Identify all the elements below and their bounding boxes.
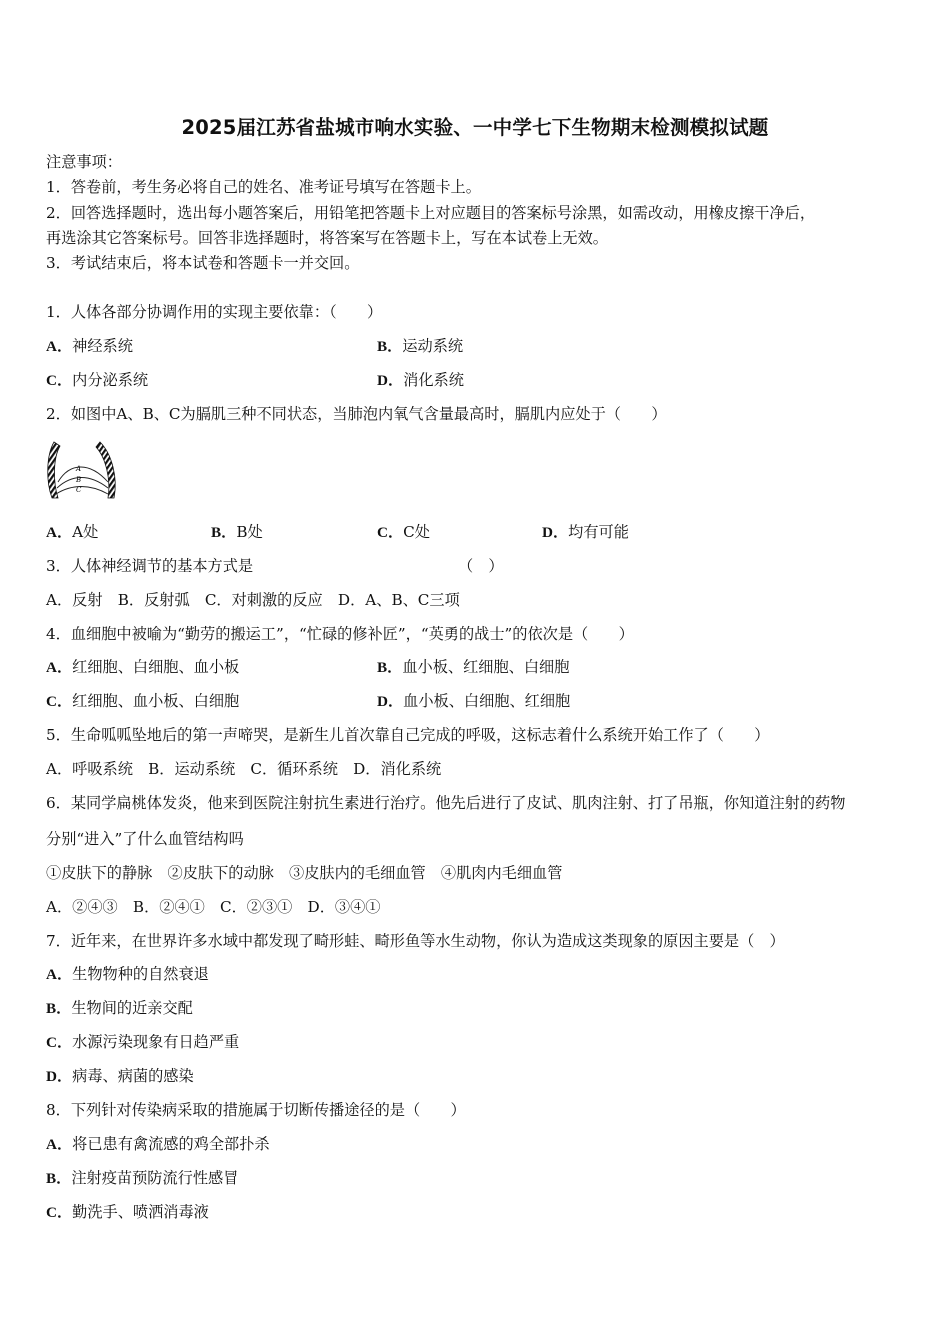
question-8-stem: 8．下列针对传染病采取的措施属于切断传播途径的是（ ） bbox=[46, 1101, 466, 1119]
q1-option-c: C．内分泌系统 bbox=[46, 371, 149, 389]
q4-option-a: A．红细胞、白细胞、血小板 bbox=[46, 658, 240, 676]
question-4-stem: 4．血细胞中被喻为“勤劳的搬运工”，“忙碌的修补匠”，“英勇的战士”的依次是（ ） bbox=[46, 625, 634, 643]
question-6-stem: 6．某同学扁桃体发炎，他来到医院注射抗生素进行治疗。他先后进行了皮试、肌肉注射、打了吊瓶，你知道注射的药物 bbox=[46, 794, 846, 812]
diaphragm-curve-a bbox=[58, 467, 108, 482]
question-2-stem: 2．如图中A、B、C为膈肌三种不同状态，当肺泡内氧气含量最高时，膈肌内应处于（ ） bbox=[46, 405, 667, 423]
question-7-stem: 7．近年来，在世界许多水域中都发现了畸形蛙、畸形鱼等水生动物，你认为造成这类现象的原因主要是（ ） bbox=[46, 932, 785, 950]
notice-item: 3．考试结束后，将本试卷和答题卡一并交回。 bbox=[46, 254, 360, 272]
q5-options: A．呼吸系统 B．运动系统 C．循环系统 D．消化系统 bbox=[46, 760, 442, 778]
q7-option-d: D．病毒、病菌的感染 bbox=[46, 1067, 194, 1085]
question-1-stem: 1．人体各部分协调作用的实现主要依靠：（ ） bbox=[46, 303, 383, 321]
q7-option-a: A．生物物种的自然衰退 bbox=[46, 965, 209, 983]
notice-item: 再选涂其它答案标号。回答非选择题时，将答案写在答题卡上，写在本试卷上无效。 bbox=[46, 229, 608, 247]
question-5-stem: 5．生命呱呱坠地后的第一声啼哭，是新生儿首次靠自己完成的呼吸，这标志着什么系统开始工作了（ ） bbox=[46, 726, 770, 744]
q8-option-a: A．将已患有禽流感的鸡全部扑杀 bbox=[46, 1135, 270, 1153]
q3-options: A．反射 B．反射弧 C．对刺激的反应 D．A、B、C三项 bbox=[46, 591, 460, 609]
q6-choices: ①皮肤下的静脉 ②皮肤下的动脉 ③皮肤内的毛细血管 ④肌肉内毛细血管 bbox=[46, 864, 563, 882]
page-title: 2025届江苏省盐城市响水实验、一中学七下生物期末检测模拟试题 bbox=[181, 116, 769, 139]
q1-option-d: D．消化系统 bbox=[377, 371, 464, 389]
diagram-label-a: A bbox=[76, 465, 82, 473]
notice-heading: 注意事项： bbox=[46, 153, 122, 171]
question-3-stem: 3．人体神经调节的基本方式是 bbox=[46, 557, 254, 575]
q8-option-b: B．注射疫苗预防流行性感冒 bbox=[46, 1169, 239, 1187]
q2-option-b: B．B处 bbox=[211, 523, 263, 541]
diaphragm-curve-c bbox=[56, 487, 108, 495]
notice-item: 2．回答选择题时，选出每小题答案后，用铅笔把答题卡上对应题目的答案标号涂黑，如需改动，用橡皮擦干净后， bbox=[46, 204, 816, 222]
diagram-label-c: C bbox=[76, 486, 82, 494]
q2-option-a: A．A处 bbox=[46, 523, 99, 541]
q8-option-c: C．勤洗手、喷洒消毒液 bbox=[46, 1203, 209, 1221]
question-6-stem-cont: 分别“进入”了什么血管结构吗 bbox=[46, 830, 244, 848]
q4-option-b: B．血小板、红细胞、白细胞 bbox=[377, 658, 570, 676]
q7-option-c: C．水源污染现象有日趋严重 bbox=[46, 1033, 240, 1051]
notice-item: 1．答卷前，考生务必将自己的姓名、准考证号填写在答题卡上。 bbox=[46, 178, 481, 196]
diagram-label-b: B bbox=[76, 476, 82, 484]
q4-option-c: C．红细胞、血小板、白细胞 bbox=[46, 692, 240, 710]
diaphragm-diagram bbox=[44, 438, 120, 502]
question-3-paren: （ ） bbox=[458, 557, 504, 575]
q1-option-b: B．运动系统 bbox=[377, 337, 464, 355]
q2-option-c: C．C处 bbox=[377, 523, 430, 541]
left-rib-icon bbox=[48, 442, 60, 498]
q1-option-a: A．神经系统 bbox=[46, 337, 133, 355]
q4-option-d: D．血小板、白细胞、红细胞 bbox=[377, 692, 571, 710]
q2-option-d: D．均有可能 bbox=[542, 523, 629, 541]
q6-options: A．②④③ B．②④① C．②③① D．③④① bbox=[46, 898, 381, 916]
q7-option-b: B．生物间的近亲交配 bbox=[46, 999, 193, 1017]
